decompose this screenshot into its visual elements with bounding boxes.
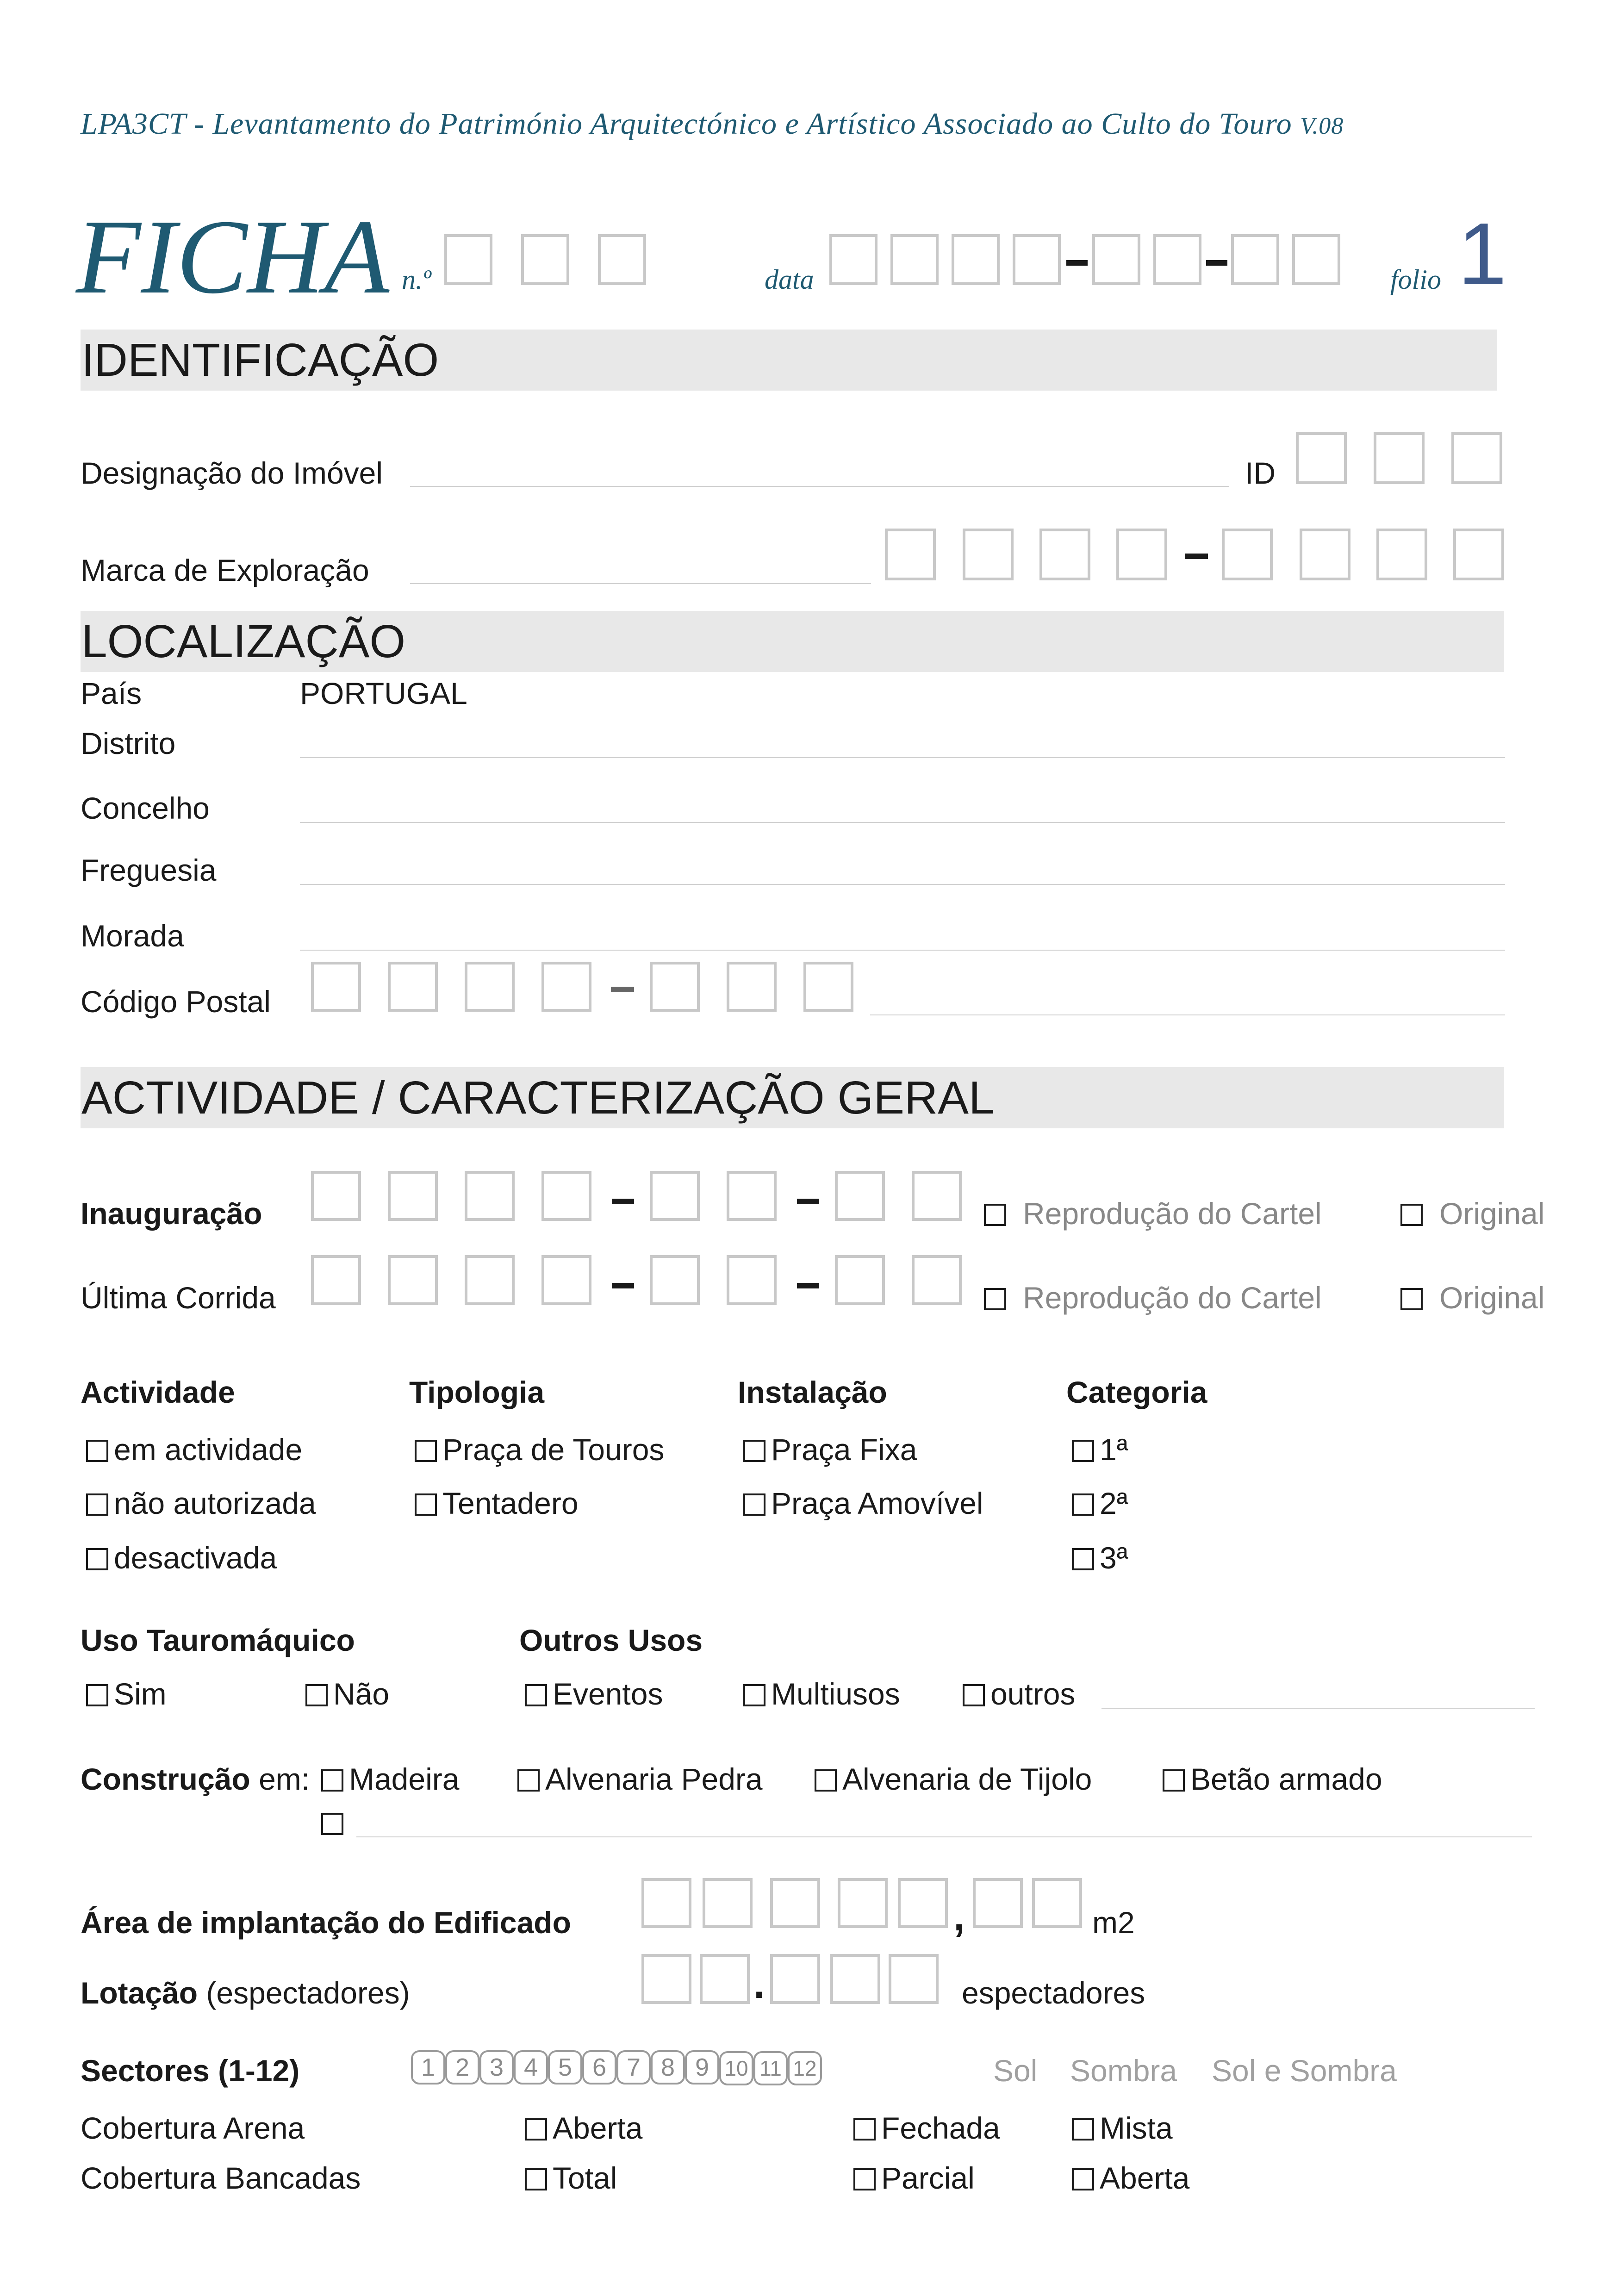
freguesia-label: Freguesia: [81, 853, 217, 887]
instalacao-option-praca-amovivel[interactable]: [743, 1486, 983, 1521]
original-label: Original: [1439, 1281, 1545, 1315]
construcao-option-alvenaria-pedra[interactable]: [517, 1761, 763, 1797]
categoria-option-3[interactable]: [1072, 1540, 1128, 1575]
option-label: Aberta: [1100, 2161, 1190, 2195]
sectores-sol[interactable]: Sol: [993, 2053, 1038, 2088]
checkbox[interactable]: [984, 1288, 1006, 1310]
option-label: Praça Amovível: [771, 1486, 983, 1520]
sectores-sol-e-sombra[interactable]: Sol e Sombra: [1212, 2053, 1397, 2088]
option-label: Não: [333, 1677, 390, 1711]
area-box-6[interactable]: [973, 1878, 1023, 1928]
checkbox[interactable]: [321, 1769, 343, 1792]
checkbox[interactable]: [963, 1684, 985, 1706]
option-label: Alvenaria de Tijolo: [842, 1762, 1092, 1796]
sectores-sombra[interactable]: Sombra: [1070, 2053, 1177, 2088]
date-year-box-4[interactable]: [1013, 234, 1061, 285]
checkbox[interactable]: [415, 1440, 437, 1462]
uso-option-sim[interactable]: [86, 1676, 167, 1711]
designacao-label: Designação do Imóvel: [81, 456, 383, 490]
ultima-corrida-box-6[interactable]: [727, 1255, 777, 1305]
codigo-postal-locality-line[interactable]: [870, 1014, 1505, 1015]
inauguracao-box-5[interactable]: [650, 1171, 700, 1221]
option-label: Aberta: [553, 2111, 643, 2145]
marca-label: Marca de Exploração: [81, 553, 369, 587]
date-year-box-2[interactable]: [890, 234, 939, 285]
option-label: Mista: [1100, 2111, 1173, 2145]
marca-box-2[interactable]: [963, 529, 1014, 580]
date-day-box-1[interactable]: [1231, 234, 1279, 285]
option-label: em actividade: [114, 1432, 303, 1467]
option-label: Tentadero: [442, 1486, 579, 1520]
option-label: Madeira: [349, 1762, 460, 1796]
inauguracao-separator: [612, 1199, 634, 1204]
date-year-box-3[interactable]: [952, 234, 1000, 285]
marca-box-7[interactable]: [1376, 529, 1427, 580]
checkbox[interactable]: [1400, 1204, 1423, 1226]
ultima-corrida-box-8[interactable]: [912, 1255, 962, 1305]
reproducao-label: Reprodução do Cartel: [1023, 1196, 1322, 1231]
reproducao-label: Reprodução do Cartel: [1023, 1281, 1322, 1315]
sectores-label: Sectores (1-12): [81, 2053, 300, 2088]
lotacao-box-1[interactable]: [641, 1954, 691, 2004]
construcao-em: em:: [259, 1762, 310, 1796]
cobertura-bancadas-label: Cobertura Bancadas: [81, 2161, 361, 2195]
section-localizacao: [81, 611, 1504, 672]
header-version: V.08: [1300, 113, 1344, 139]
sector-3[interactable]: 3: [479, 2050, 514, 2084]
pais-label: País: [81, 676, 142, 710]
instalacao-option-praca-fixa[interactable]: [743, 1432, 917, 1467]
inauguracao-box-1[interactable]: [311, 1171, 361, 1221]
inauguracao-box-2[interactable]: [388, 1171, 438, 1221]
option-label: Eventos: [553, 1677, 663, 1711]
section-identificacao: [81, 330, 1497, 391]
concelho-input-line[interactable]: [300, 822, 1505, 823]
checkbox[interactable]: [86, 1684, 108, 1706]
option-label: outros: [990, 1677, 1076, 1711]
marca-box-5[interactable]: [1222, 529, 1273, 580]
inauguracao-box-6[interactable]: [727, 1171, 777, 1221]
option-label: Betão armado: [1190, 1762, 1382, 1796]
sector-9[interactable]: 9: [685, 2050, 719, 2084]
section-identificacao-heading: IDENTIFICAÇÃO: [81, 334, 439, 386]
sectores-numbers: [411, 2050, 832, 2085]
ultima-corrida-separator: [797, 1283, 819, 1288]
sector-11[interactable]: 11: [753, 2051, 788, 2085]
ultima-corrida-original-option[interactable]: [1400, 1280, 1544, 1315]
checkbox[interactable]: [1072, 2168, 1094, 2190]
outros-usos-title: Outros Usos: [519, 1623, 703, 1657]
codigo-postal-box-6[interactable]: [727, 962, 777, 1012]
sector-4[interactable]: 4: [514, 2050, 548, 2084]
date-month-box-1[interactable]: [1092, 234, 1140, 285]
pais-value: PORTUGAL: [300, 676, 467, 710]
checkbox[interactable]: [743, 1493, 765, 1516]
cobertura-bancadas-option-total[interactable]: [525, 2160, 617, 2196]
codigo-postal-label: Código Postal: [81, 984, 271, 1019]
construcao-option-betao-armado[interactable]: [1163, 1761, 1382, 1797]
option-label: Multiusos: [771, 1677, 900, 1711]
date-label: data: [765, 264, 814, 295]
cobertura-arena-option-fechada[interactable]: [853, 2110, 1000, 2146]
checkbox[interactable]: [86, 1493, 108, 1516]
tipologia-option-tentadero[interactable]: [415, 1486, 579, 1521]
ficha-number-box-1[interactable]: [444, 234, 492, 285]
ultima-corrida-box-1[interactable]: [311, 1255, 361, 1305]
checkbox[interactable]: [86, 1548, 108, 1570]
date-separator: [1066, 260, 1088, 266]
original-label: Original: [1439, 1196, 1545, 1231]
morada-label: Morada: [81, 919, 184, 953]
lotacao-label: [81, 1975, 410, 2010]
categoria-title: Categoria: [1066, 1375, 1207, 1409]
folio-value: 1: [1458, 205, 1507, 303]
outros-usos-option-multiusos[interactable]: [743, 1676, 900, 1711]
checkbox[interactable]: [743, 1440, 765, 1462]
cobertura-bancadas-option-parcial[interactable]: [853, 2160, 975, 2196]
construcao-label: [81, 1761, 310, 1797]
marca-input-line[interactable]: [410, 583, 871, 584]
option-label: Total: [553, 2161, 617, 2195]
codigo-postal-box-2[interactable]: [388, 962, 438, 1012]
actividade-title: Actividade: [81, 1375, 235, 1409]
outros-usos-option-eventos[interactable]: [525, 1676, 663, 1711]
checkbox[interactable]: [1072, 1493, 1094, 1516]
checkbox[interactable]: [517, 1769, 540, 1792]
inauguracao-reproducao-option[interactable]: [984, 1196, 1322, 1231]
construcao-option-other[interactable]: [321, 1805, 349, 1840]
inauguracao-box-4[interactable]: [541, 1171, 591, 1221]
inauguracao-original-option[interactable]: [1400, 1196, 1544, 1231]
checkbox[interactable]: [1163, 1769, 1185, 1792]
construcao-title: Construção: [81, 1762, 250, 1796]
checkbox[interactable]: [321, 1813, 343, 1835]
lotacao-box-2[interactable]: [700, 1954, 750, 2004]
lotacao-thousands-dot: .: [753, 1961, 765, 2007]
area-unit: m2: [1092, 1905, 1135, 1940]
cobertura-bancadas-option-aberta[interactable]: [1072, 2160, 1189, 2196]
option-label: 1ª: [1100, 1432, 1128, 1467]
ficha-number-label: n.º: [402, 264, 431, 295]
marca-box-6[interactable]: [1300, 529, 1350, 580]
sector-8[interactable]: 8: [651, 2050, 685, 2084]
date-separator: [1206, 260, 1227, 266]
outros-usos-option-outros[interactable]: [963, 1676, 1075, 1711]
option-label: não autorizada: [114, 1486, 316, 1520]
concelho-label: Concelho: [81, 791, 210, 825]
tipologia-option-praca-de-touros[interactable]: [415, 1432, 664, 1467]
ultima-corrida-separator: [612, 1283, 634, 1288]
area-label: Área de implantação do Edificado: [81, 1905, 571, 1940]
codigo-postal-separator: [611, 987, 634, 992]
checkbox[interactable]: [984, 1204, 1006, 1226]
marca-box-1[interactable]: [885, 529, 936, 580]
area-box-5[interactable]: [898, 1878, 948, 1928]
area-box-2[interactable]: [703, 1878, 753, 1928]
date-month-box-2[interactable]: [1153, 234, 1201, 285]
id-label: ID: [1245, 456, 1276, 490]
construcao-option-alvenaria-tijolo[interactable]: [815, 1761, 1092, 1797]
uso-option-nao[interactable]: [305, 1676, 389, 1711]
inauguracao-box-7[interactable]: [835, 1171, 885, 1221]
ultima-corrida-label: Última Corrida: [81, 1281, 276, 1315]
ultima-corrida-box-2[interactable]: [388, 1255, 438, 1305]
codigo-postal-box-4[interactable]: [541, 962, 591, 1012]
inauguracao-box-8[interactable]: [912, 1171, 962, 1221]
outros-usos-input-line[interactable]: [1101, 1708, 1535, 1709]
lotacao-unit: espectadores: [962, 1976, 1145, 2010]
uso-tauromaquico-title: Uso Tauromáquico: [81, 1623, 355, 1657]
sector-2[interactable]: 2: [445, 2050, 479, 2084]
option-label: desactivada: [114, 1541, 277, 1575]
checkbox[interactable]: [1072, 2118, 1094, 2140]
sector-5[interactable]: 5: [548, 2050, 582, 2084]
ultima-corrida-box-5[interactable]: [650, 1255, 700, 1305]
option-label: Praça de Touros: [442, 1432, 665, 1467]
option-label: Fechada: [881, 2111, 1000, 2145]
header-title: LPA3CT - Levantamento do Património Arquitectónico e Artístico Associado ao Culto do Touro: [81, 107, 1292, 141]
cobertura-arena-option-aberta[interactable]: [525, 2110, 642, 2146]
checkbox[interactable]: [525, 2118, 547, 2140]
checkbox[interactable]: [853, 2168, 876, 2190]
document-header: [81, 106, 1344, 142]
marca-box-4[interactable]: [1116, 529, 1167, 580]
ultima-corrida-box-7[interactable]: [835, 1255, 885, 1305]
construcao-other-input-line[interactable]: [356, 1836, 1532, 1837]
id-box-2[interactable]: [1374, 432, 1425, 484]
categoria-option-1[interactable]: [1072, 1432, 1128, 1467]
ultima-corrida-box-3[interactable]: [465, 1255, 515, 1305]
section-localizacao-heading: LOCALIZAÇÃO: [81, 616, 406, 667]
section-actividade-geral: [81, 1067, 1504, 1128]
codigo-postal-box-7[interactable]: [803, 962, 853, 1012]
option-label: Alvenaria Pedra: [545, 1762, 763, 1796]
option-label: Parcial: [881, 2161, 975, 2195]
date-year-box-1[interactable]: [829, 234, 877, 285]
codigo-postal-box-1[interactable]: [311, 962, 361, 1012]
actividade-option-nao-autorizada[interactable]: [86, 1486, 316, 1521]
cobertura-arena-option-mista[interactable]: [1072, 2110, 1173, 2146]
marca-box-3[interactable]: [1039, 529, 1090, 580]
marca-box-8[interactable]: [1453, 529, 1504, 580]
lotacao-title: Lotação: [81, 1976, 198, 2010]
option-label: 2ª: [1100, 1486, 1128, 1520]
lotacao-subtitle: (espectadores): [206, 1976, 410, 2010]
designacao-input-line[interactable]: [410, 486, 1229, 487]
marca-separator: [1185, 554, 1208, 559]
checkbox[interactable]: [86, 1440, 108, 1462]
distrito-label: Distrito: [81, 726, 176, 760]
sector-6[interactable]: 6: [582, 2050, 616, 2084]
construcao-option-madeira[interactable]: [321, 1761, 459, 1797]
option-label: 3ª: [1100, 1541, 1128, 1575]
checkbox[interactable]: [853, 2118, 876, 2140]
section-actividade-geral-heading: ACTIVIDADE / CARACTERIZAÇÃO GERAL: [81, 1072, 995, 1124]
actividade-option-em-actividade[interactable]: [86, 1432, 302, 1467]
checkbox[interactable]: [525, 1684, 547, 1706]
area-box-4[interactable]: [838, 1878, 888, 1928]
date-day-box-2[interactable]: [1292, 234, 1340, 285]
categoria-option-2[interactable]: [1072, 1486, 1128, 1521]
sector-10[interactable]: 10: [719, 2051, 753, 2085]
checkbox[interactable]: [415, 1493, 437, 1516]
option-label: Sim: [114, 1677, 167, 1711]
lotacao-box-4[interactable]: [830, 1954, 880, 2004]
inauguracao-separator: [797, 1199, 819, 1204]
checkbox[interactable]: [1072, 1440, 1094, 1462]
lotacao-box-5[interactable]: [889, 1954, 939, 2004]
ultima-corrida-box-4[interactable]: [541, 1255, 591, 1305]
id-box-1[interactable]: [1296, 432, 1347, 484]
checkbox[interactable]: [743, 1684, 765, 1706]
freguesia-input-line[interactable]: [300, 884, 1505, 885]
area-decimal-comma: ,: [953, 1893, 965, 1940]
ficha-number-box-2[interactable]: [521, 234, 569, 285]
option-label: Praça Fixa: [771, 1432, 917, 1467]
ultima-corrida-reproducao-option[interactable]: [984, 1280, 1322, 1315]
codigo-postal-box-3[interactable]: [465, 962, 515, 1012]
area-box-3[interactable]: [770, 1878, 820, 1928]
inauguracao-label: Inauguração: [81, 1196, 262, 1231]
ficha-number-box-3[interactable]: [598, 234, 646, 285]
checkbox[interactable]: [525, 2168, 547, 2190]
cobertura-arena-label: Cobertura Arena: [81, 2111, 305, 2145]
checkbox[interactable]: [1400, 1288, 1423, 1310]
codigo-postal-box-5[interactable]: [650, 962, 700, 1012]
morada-input-line[interactable]: [300, 950, 1505, 951]
lotacao-box-3[interactable]: [770, 1954, 820, 2004]
checkbox[interactable]: [305, 1684, 328, 1706]
area-box-7[interactable]: [1032, 1878, 1082, 1928]
ficha-title: FICHA: [76, 198, 390, 316]
sector-7[interactable]: 7: [616, 2050, 651, 2084]
sector-12[interactable]: 12: [788, 2051, 822, 2085]
inauguracao-box-3[interactable]: [465, 1171, 515, 1221]
instalacao-title: Instalação: [738, 1375, 887, 1409]
tipologia-title: Tipologia: [409, 1375, 545, 1409]
distrito-input-line[interactable]: [300, 757, 1505, 758]
id-box-3[interactable]: [1451, 432, 1502, 484]
sector-1[interactable]: 1: [411, 2050, 445, 2084]
folio-label: folio: [1390, 264, 1442, 295]
area-box-1[interactable]: [641, 1878, 691, 1928]
checkbox[interactable]: [1072, 1548, 1094, 1570]
checkbox[interactable]: [815, 1769, 837, 1792]
actividade-option-desactivada[interactable]: [86, 1540, 277, 1575]
